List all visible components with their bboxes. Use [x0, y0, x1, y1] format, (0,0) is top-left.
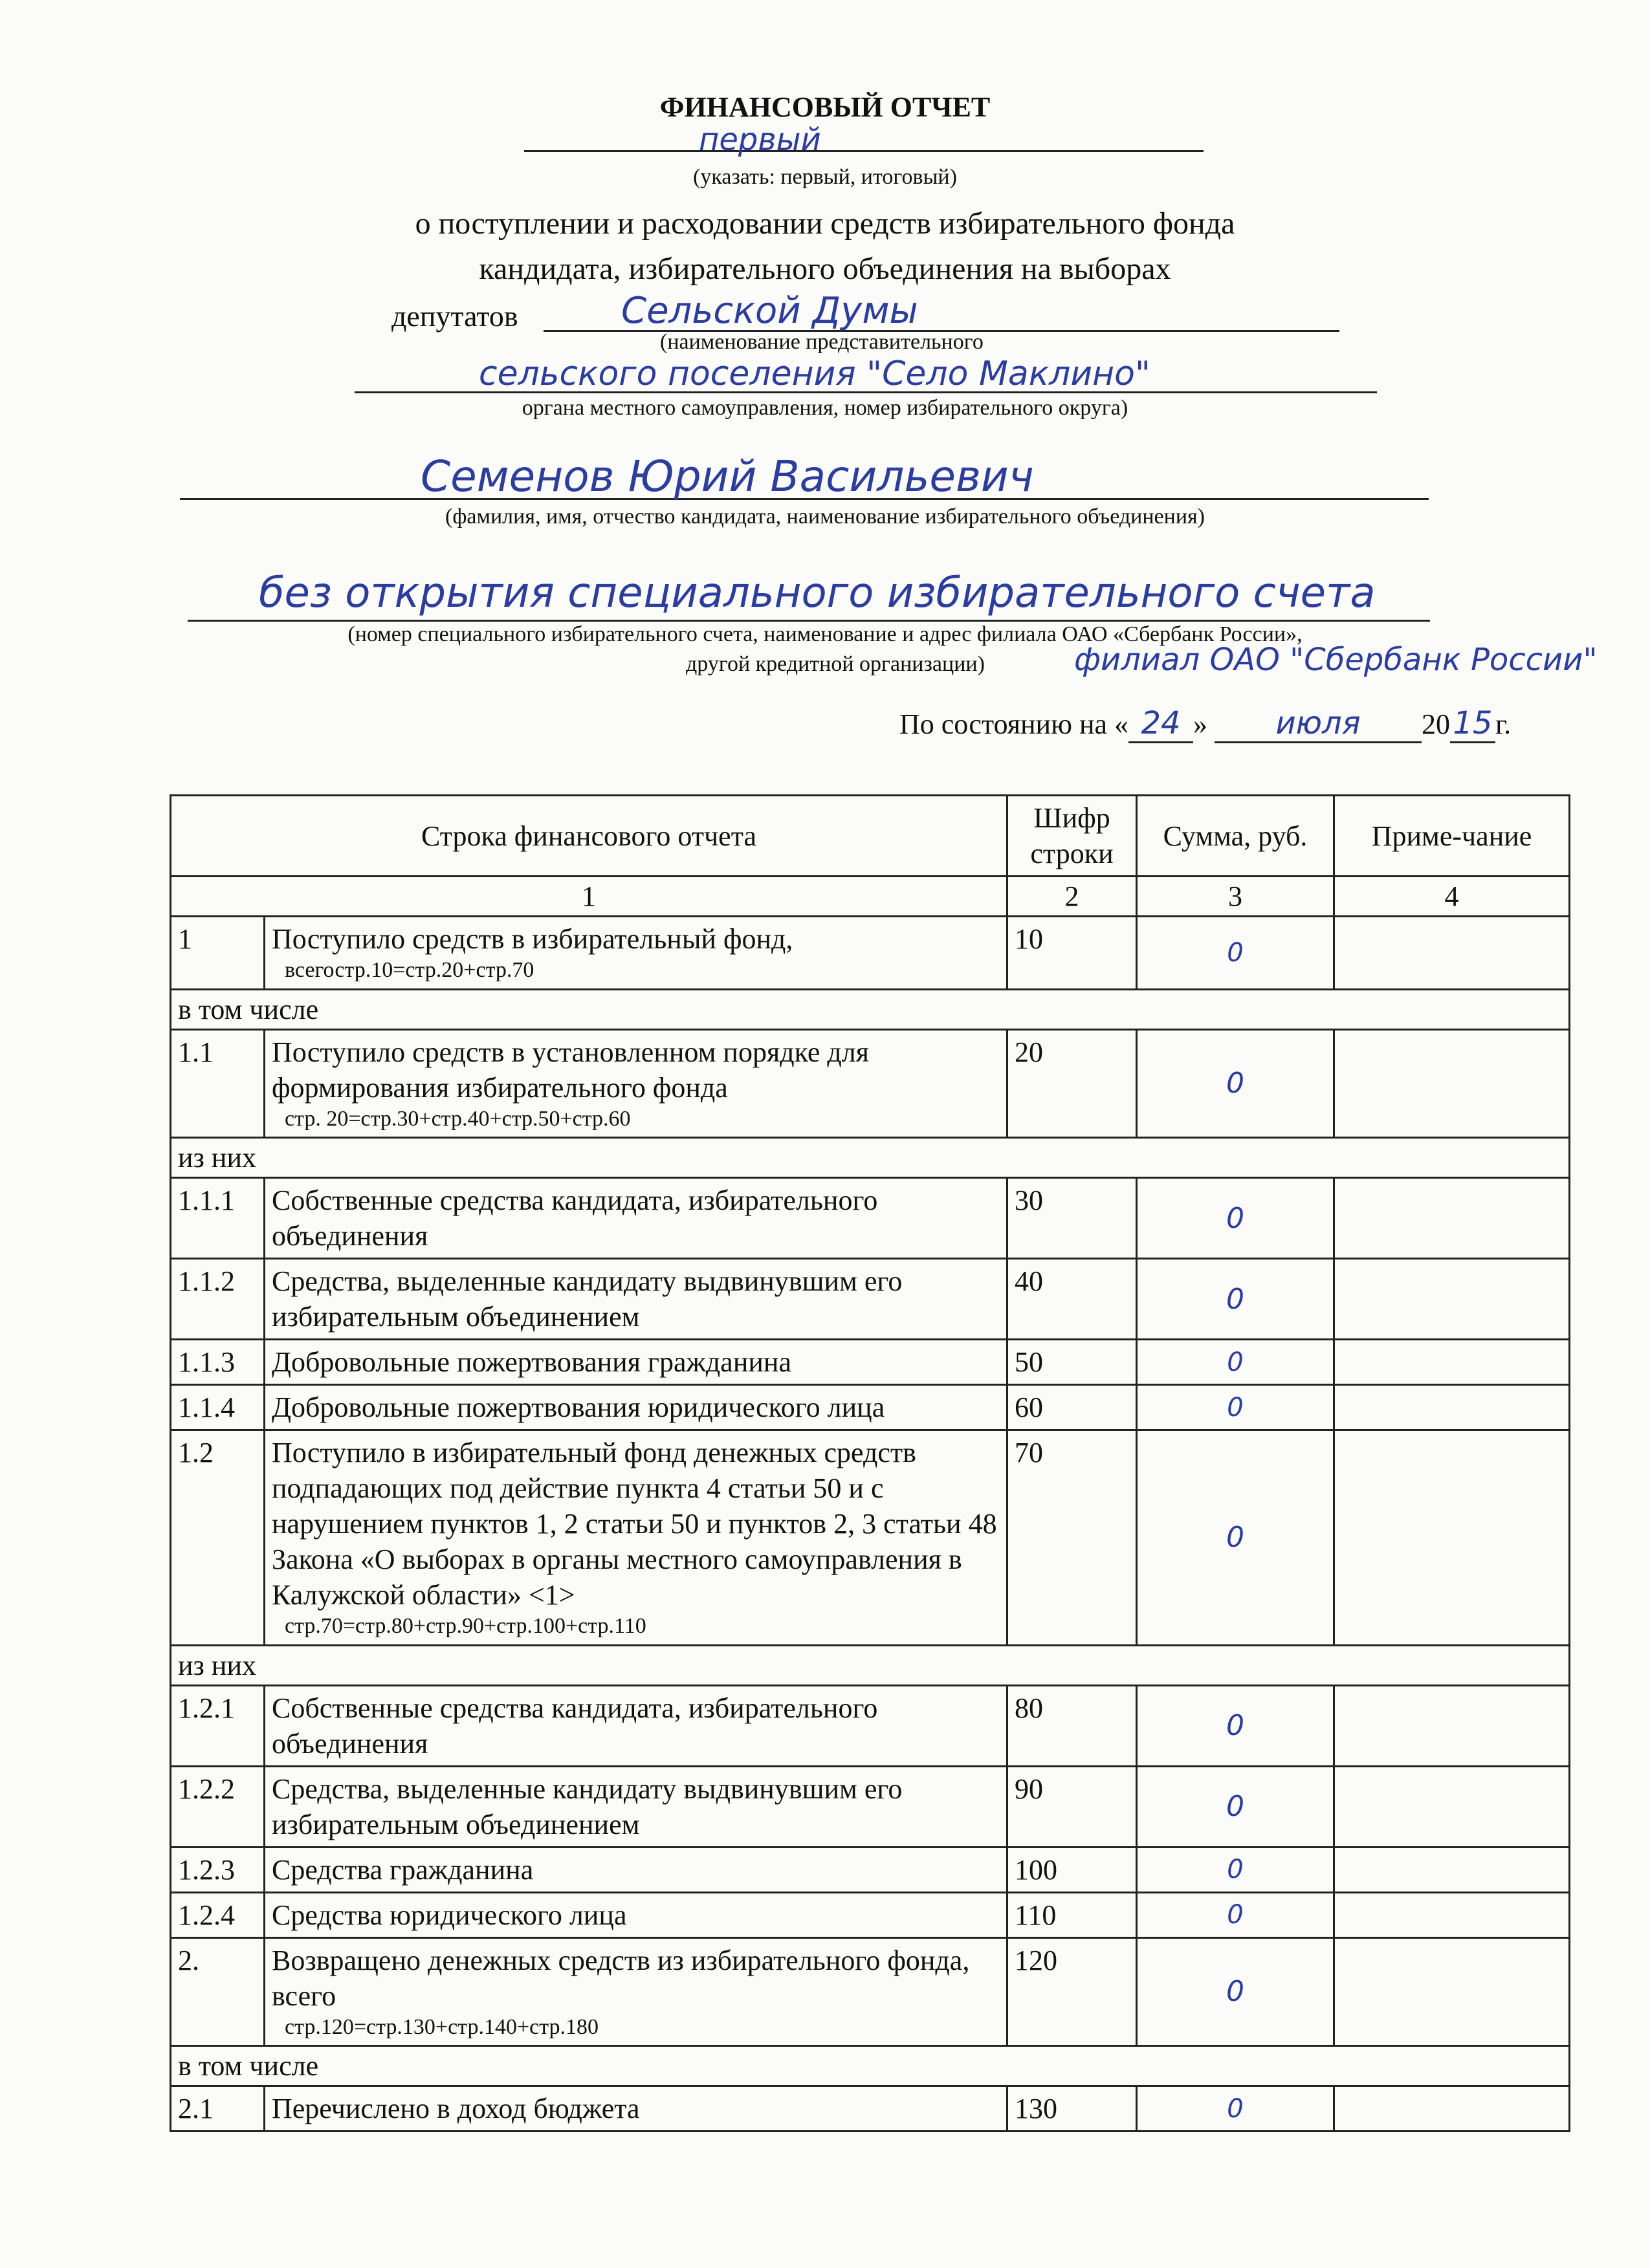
row-code: 100	[1007, 1847, 1137, 1892]
branch-value: филиал ОАО "Сбербанк России"	[1074, 642, 1598, 678]
row-formula: всегостр.10=стр.20+стр.70	[285, 958, 534, 982]
row-amount: 0	[1137, 1766, 1334, 1847]
row-amount: 0	[1137, 1430, 1334, 1646]
row-amount: 0	[1137, 1259, 1334, 1340]
row-description-cell	[265, 1685, 1007, 1766]
account-caption-2: другой кредитной организации)	[686, 652, 985, 676]
row-formula: стр.70=стр.80+стр.90+стр.100+стр.110	[285, 1614, 646, 1638]
row-formula: стр. 20=стр.30+стр.40+стр.50+стр.60	[285, 1106, 631, 1131]
row-code: 90	[1007, 1766, 1137, 1847]
col-number-3: 3	[1137, 877, 1334, 917]
row-number: 1.2.4	[171, 1892, 265, 1937]
account-line	[188, 620, 1430, 622]
row-description-cell	[265, 1259, 1007, 1340]
table-section-row	[171, 2046, 1570, 2086]
deputies-label: депутатов	[391, 300, 518, 333]
candidate-caption: (фамилия, имя, отчество кандидата, наименование избирательного объединения)	[445, 505, 1205, 529]
row-code: 30	[1007, 1178, 1137, 1259]
row-description: Поступило в избирательный фонд денежных средств подпадающих под действие пункта 4 статьи 50 и с нарушением пунктов 1, 2 статьи 50 и пунктов 2, 3 статьи 48 Закона «О выборах в органы местного самоуправления в Калужской области» <1>	[272, 1437, 997, 1611]
row-description-cell	[265, 1340, 1007, 1385]
row-description: Поступило средств в установленном порядке для формирования избирательного фонда	[272, 1036, 869, 1104]
header-amount: Сумма, руб.	[1137, 796, 1334, 877]
row-note	[1334, 1430, 1570, 1646]
row-note	[1334, 1340, 1570, 1385]
col-number-4: 4	[1334, 877, 1570, 917]
date-day: 24	[1128, 705, 1193, 743]
table-row	[171, 1259, 1570, 1340]
row-description: Средства, выделенные кандидату выдвинувшим его избирательным объединением	[272, 1772, 903, 1840]
date-year-suffix: 15	[1450, 705, 1495, 743]
date-year-prefix: 20	[1422, 708, 1451, 740]
row-amount: 0	[1137, 1892, 1334, 1937]
table-header-row	[171, 796, 1570, 877]
report-type-caption: (указать: первый, итоговый)	[693, 165, 957, 189]
header-note: Приме-чание	[1334, 796, 1570, 877]
row-amount: 0	[1137, 1847, 1334, 1892]
row-amount: 0	[1137, 1937, 1334, 2046]
section-label: в том числе	[171, 2046, 1570, 2086]
row-code: 70	[1007, 1430, 1137, 1646]
row-description-cell	[265, 2086, 1007, 2132]
table-row	[171, 1892, 1570, 1937]
row-description: Средства гражданина	[272, 1853, 534, 1886]
financial-report-table	[170, 794, 1570, 2132]
header-code: Шифр строки	[1007, 796, 1137, 877]
row-number: 1.1.4	[171, 1385, 265, 1430]
row-code: 20	[1007, 1029, 1137, 1138]
section-label: из них	[171, 1645, 1570, 1685]
row-description: Перечислено в доход бюджета	[272, 2093, 640, 2124]
row-note	[1334, 1259, 1570, 1340]
table-row	[171, 1937, 1570, 2046]
row-number: 2.1	[171, 2086, 265, 2132]
date-line	[899, 705, 1511, 743]
row-note	[1334, 1766, 1570, 1847]
row-note	[1334, 917, 1570, 990]
row-note	[1334, 1385, 1570, 1430]
table-row	[171, 1766, 1570, 1847]
row-note	[1334, 1847, 1570, 1892]
date-suffix: г.	[1495, 708, 1512, 740]
row-description: Поступило средств в избирательный фонд,	[272, 923, 793, 955]
candidate-value: Семенов Юрий Васильевич	[421, 452, 1034, 501]
row-amount: 0	[1137, 1685, 1334, 1766]
column-number-row	[171, 877, 1570, 917]
table-row	[171, 1178, 1570, 1259]
row-code: 60	[1007, 1385, 1137, 1430]
row-number: 1.1	[171, 1029, 265, 1138]
section-label: из них	[171, 1138, 1570, 1178]
header-line-name: Строка финансового отчета	[171, 796, 1007, 877]
row-code: 10	[1007, 917, 1137, 990]
row-description-cell	[265, 917, 1007, 990]
page-title: ФИНАНСОВЫЙ ОТЧЕТ	[659, 91, 991, 123]
table-row	[171, 1029, 1570, 1138]
body-caption-1: (наименование представительного	[660, 330, 984, 354]
row-code: 130	[1007, 2086, 1137, 2132]
table-row	[171, 2086, 1570, 2132]
row-amount: 0	[1137, 1029, 1334, 1138]
body-caption-2: органа местного самоуправления, номер избирательного округа)	[522, 396, 1128, 420]
row-description-cell	[265, 1847, 1007, 1892]
row-note	[1334, 1029, 1570, 1138]
row-amount: 0	[1137, 1340, 1334, 1385]
row-description: Возвращено денежных средств из избирательного фонда, всего	[272, 1944, 970, 2012]
report-type-line	[524, 150, 1204, 152]
row-description-cell	[265, 1766, 1007, 1847]
table-row	[171, 1430, 1570, 1646]
row-number: 1	[171, 917, 265, 990]
row-amount: 0	[1137, 917, 1334, 990]
row-description: Собственные средства кандидата, избирательного объединения	[272, 1692, 878, 1760]
row-number: 1.1.3	[171, 1340, 265, 1385]
row-formula: стр.120=стр.130+стр.140+стр.180	[285, 2014, 599, 2039]
row-description: Средства юридического лица	[272, 1899, 627, 1931]
row-code: 120	[1007, 1937, 1137, 2046]
row-description-cell	[265, 1029, 1007, 1138]
row-description-cell	[265, 1385, 1007, 1430]
row-amount: 0	[1137, 1385, 1334, 1430]
row-number: 1.2.1	[171, 1685, 265, 1766]
row-number: 1.2	[171, 1430, 265, 1646]
table-section-row	[171, 1645, 1570, 1685]
deputies-value: Сельской Думы	[621, 290, 918, 332]
row-code: 110	[1007, 1892, 1137, 1937]
report-type-value: первый	[699, 122, 821, 158]
section-label: в том числе	[171, 989, 1570, 1029]
row-code: 40	[1007, 1259, 1137, 1340]
body-value-2: сельского поселения "Село Маклино"	[479, 354, 1150, 393]
col-number-1: 1	[171, 877, 1007, 917]
row-note	[1334, 1937, 1570, 2046]
row-description: Собственные средства кандидата, избирательного объединения	[272, 1184, 878, 1252]
table-section-row	[171, 989, 1570, 1029]
heading-line-2: кандидата, избирательного объединения на выборах	[479, 252, 1171, 286]
account-caption-1: (номер специального избирательного счета, наименование и адрес филиала ОАО «Сбербанк России»,	[347, 622, 1303, 646]
table-section-row	[171, 1138, 1570, 1178]
row-note	[1334, 1685, 1570, 1766]
row-code: 80	[1007, 1685, 1137, 1766]
row-amount: 0	[1137, 2086, 1334, 2132]
heading-line-1: о поступлении и расходовании средств избирательного фонда	[415, 206, 1235, 241]
row-number: 1.2.2	[171, 1766, 265, 1847]
row-note	[1334, 1178, 1570, 1259]
row-description-cell	[265, 1430, 1007, 1646]
date-month: июля	[1215, 705, 1422, 743]
row-description-cell	[265, 1178, 1007, 1259]
account-value: без открытия специального избирательного счета	[259, 569, 1376, 617]
date-mid: »	[1193, 708, 1208, 740]
row-note	[1334, 1892, 1570, 1937]
table-row	[171, 1340, 1570, 1385]
row-number: 2.	[171, 1937, 265, 2046]
table-row	[171, 917, 1570, 990]
row-description: Добровольные пожертвования гражданина	[272, 1346, 791, 1378]
row-code: 50	[1007, 1340, 1137, 1385]
row-number: 1.1.2	[171, 1259, 265, 1340]
table-row	[171, 1385, 1570, 1430]
row-description: Средства, выделенные кандидату выдвинувшим его избирательным объединением	[272, 1265, 903, 1333]
col-number-2: 2	[1007, 877, 1137, 917]
table-row	[171, 1847, 1570, 1892]
row-number: 1.1.1	[171, 1178, 265, 1259]
row-description-cell	[265, 1892, 1007, 1937]
row-description: Добровольные пожертвования юридического лица	[272, 1391, 885, 1423]
date-prefix: По состоянию на «	[899, 708, 1129, 740]
row-description-cell	[265, 1937, 1007, 2046]
table-row	[171, 1685, 1570, 1766]
row-amount: 0	[1137, 1178, 1334, 1259]
row-note	[1334, 2086, 1570, 2132]
row-number: 1.2.3	[171, 1847, 265, 1892]
